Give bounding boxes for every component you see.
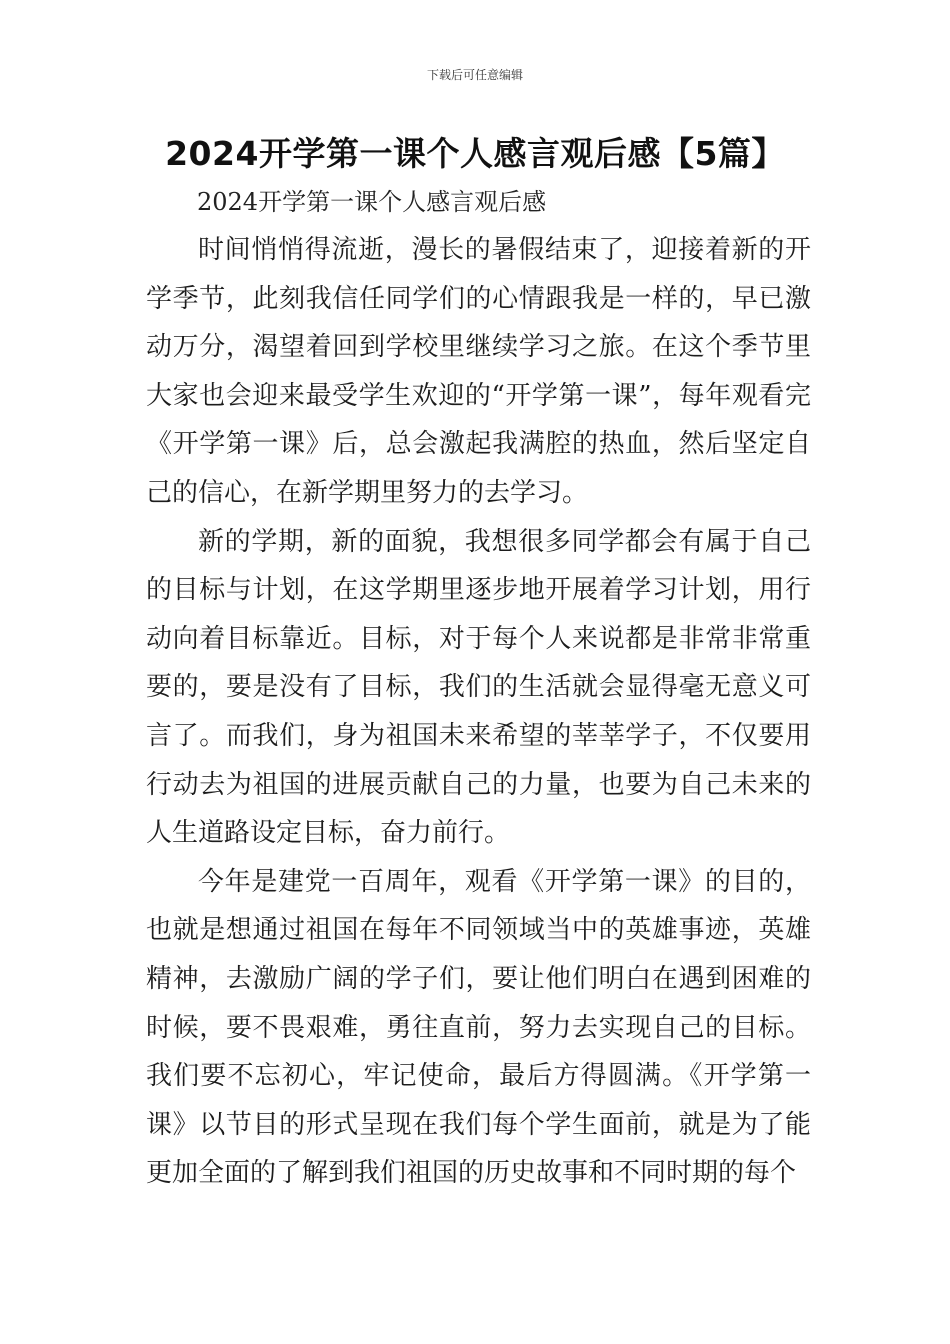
paragraph: 新的学期，新的面貌，我想很多同学都会有属于自己的目标与计划，在这学期里逐步地开展着学习计划，用行动向着目标靠近。目标，对于每个人来说都是非常非常重要的，要是没有了目标，我们的生活就会显得毫无意义可言了。而我们，身为祖国未来希望的莘莘学子，不仅要用行动去为祖国的进展贡献自己的力量，也要为自己未来的人生道路设定目标，奋力前行。 [146,526,811,849]
document-title: 2024开学第一课个人感言观后感【5篇】 [165,134,785,173]
page-header-note: 下载后可任意编辑 [426,68,523,82]
paragraph: 今年是建党一百周年，观看《开学第一课》的目的，也就是想通过祖国在每年不同领域当中的英雄事迹，英雄精神，去激励广阔的学子们，要让他们明白在遇到困难的时候，要不畏艰难，勇往直前，努力去实现自己的目标。我们要不忘初心，牢记使命，最后方得圆满。《开学第一课》以节目的形式呈现在我们每个学生面前，就是为了能更加全面的了解到我们祖国的历史故事和不同时期的每个 [146,866,811,1189]
document-subtitle: 2024开学第一课个人感言观后感 [197,188,547,216]
paragraph: 时间悄悄得流逝，漫长的暑假结束了，迎接着新的开学季节，此刻我信任同学们的心情跟我是一样的，早已激动万分，渴望着回到学校里继续学习之旅。在这个季节里大家也会迎来最受学生欢迎的“开学第一课”，每年观看完《开学第一课》后，总会激起我满腔的热血，然后坚定自己的信心，在新学期里努力的去学习。 [146,235,811,508]
document-body [146,226,811,1198]
